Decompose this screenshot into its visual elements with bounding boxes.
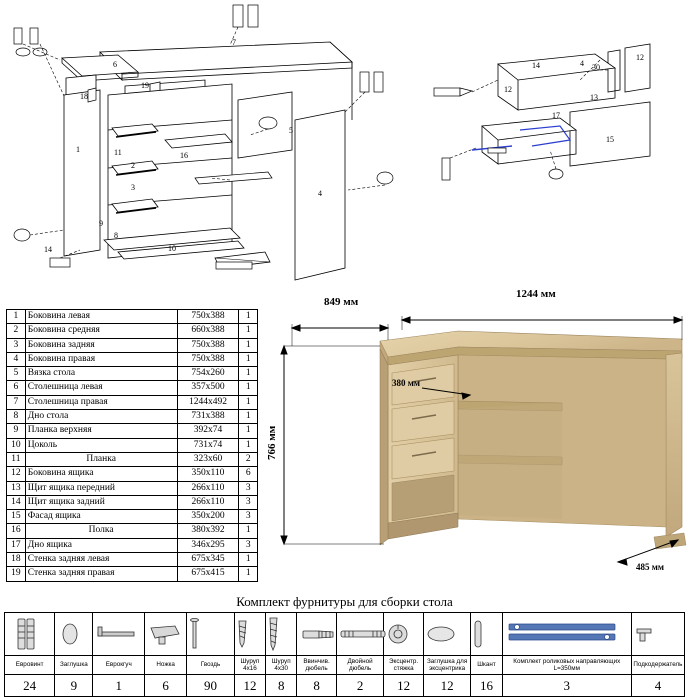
- fittings-title: Комплект фурнитуры для сборки стола: [236, 594, 453, 609]
- part-qty: 2: [239, 452, 258, 466]
- euro-screw-icon: [5, 613, 55, 656]
- table-row: [7, 381, 258, 395]
- fitting-count: 12: [384, 675, 423, 697]
- part-name: Щит ящика задний: [25, 495, 177, 509]
- part-qty: 1: [239, 438, 258, 452]
- fitting-label: Эксцентр. стяжка: [384, 656, 423, 675]
- exploded-cabinet-diagram: [0, 0, 430, 300]
- part-qty: 1: [239, 367, 258, 381]
- part-qty: 3: [239, 481, 258, 495]
- exploded-drawer-diagram: [420, 30, 689, 210]
- table-row: [7, 367, 258, 381]
- fitting-label: Заглушка для эксцентрика: [423, 656, 471, 675]
- svg-text:6: 6: [113, 60, 117, 69]
- fitting-count: 9: [55, 675, 93, 697]
- fitting-label: Ножка: [145, 656, 187, 675]
- part-dim: 675х345: [177, 553, 239, 567]
- part-qty: 1: [239, 567, 258, 581]
- part-qty: 1: [239, 524, 258, 538]
- part-number: 4: [7, 352, 26, 366]
- table-row: [7, 410, 258, 424]
- part-qty: 1: [239, 381, 258, 395]
- svg-text:12: 12: [636, 53, 644, 62]
- fitting-count: 8: [266, 675, 297, 697]
- part-number: 14: [7, 495, 26, 509]
- svg-text:1: 1: [76, 145, 80, 154]
- fittings-table: [4, 612, 685, 697]
- table-row: [7, 495, 258, 509]
- part-dim: 754х260: [177, 367, 239, 381]
- dim-side-label: 849 мм: [324, 296, 359, 308]
- svg-text:19: 19: [141, 81, 149, 90]
- fitting-count: 2: [336, 675, 384, 697]
- table-row: [7, 510, 258, 524]
- fitting-label: Шуруп 4х16: [234, 656, 265, 675]
- dim-width-label: 1244 мм: [516, 288, 556, 300]
- part-dim: 750х388: [177, 338, 239, 352]
- part-name: Вязка стола: [25, 367, 177, 381]
- part-dim: 392х74: [177, 424, 239, 438]
- part-number: 18: [7, 553, 26, 567]
- svg-text:30: 30: [592, 63, 600, 72]
- part-qty: 1: [239, 424, 258, 438]
- svg-text:9: 9: [99, 219, 103, 228]
- svg-text:8: 8: [114, 231, 118, 240]
- svg-text:14: 14: [532, 61, 540, 70]
- svg-text:7: 7: [232, 38, 236, 47]
- fitting-label: Гвоздь: [187, 656, 235, 675]
- table-row: [7, 524, 258, 538]
- part-number: 12: [7, 467, 26, 481]
- part-name: Боковина левая: [25, 310, 177, 324]
- part-dim: 380х392: [177, 524, 239, 538]
- fitting-count: 12: [423, 675, 471, 697]
- svg-text:14: 14: [44, 245, 52, 254]
- part-dim: 750х388: [177, 310, 239, 324]
- table-row: [7, 438, 258, 452]
- part-qty: 1: [239, 395, 258, 409]
- part-number: 15: [7, 510, 26, 524]
- part-dim: 660х388: [177, 324, 239, 338]
- part-name: Цоколь: [25, 438, 177, 452]
- svg-text:12: 12: [504, 85, 512, 94]
- part-number: 11: [7, 452, 26, 466]
- leg-icon: [145, 613, 187, 656]
- part-dim: 1244х492: [177, 395, 239, 409]
- desk-dimension-lines: [262, 300, 689, 590]
- part-name: Дно ящика: [25, 538, 177, 552]
- double-dowel-icon: [336, 613, 384, 656]
- fitting-count: 6: [145, 675, 187, 697]
- fitting-label: Еврокгуч: [93, 656, 145, 675]
- table-row: [7, 481, 258, 495]
- svg-text:18: 18: [80, 92, 88, 101]
- table-row: [7, 352, 258, 366]
- parts-table: [6, 309, 258, 582]
- fitting-label: Подкодержатель: [631, 656, 684, 675]
- cap-icon: [55, 613, 93, 656]
- shelf-holder-icon: [631, 613, 684, 656]
- table-row: [7, 467, 258, 481]
- fitting-count: 90: [187, 675, 235, 697]
- fitting-count: 1: [93, 675, 145, 697]
- fitting-label: Евровинт: [5, 656, 55, 675]
- part-name: Столешница правая: [25, 395, 177, 409]
- part-dim: 750х388: [177, 352, 239, 366]
- svg-text:17: 17: [552, 111, 560, 120]
- part-number: 10: [7, 438, 26, 452]
- part-dim: 266х110: [177, 495, 239, 509]
- table-row: [7, 324, 258, 338]
- part-dim: 350х110: [177, 467, 239, 481]
- fitting-count: 3: [502, 675, 631, 697]
- table-row: [7, 567, 258, 581]
- svg-text:15: 15: [606, 135, 614, 144]
- fitting-count: 4: [631, 675, 684, 697]
- dowel-icon: [471, 613, 502, 656]
- part-name: Боковина задняя: [25, 338, 177, 352]
- parts-table-body: [7, 310, 258, 582]
- part-number: 1: [7, 310, 26, 324]
- screw-in-dowel-icon: [297, 613, 336, 656]
- part-name: Стенка задняя правая: [25, 567, 177, 581]
- dim-height-label: 766 мм: [266, 425, 278, 460]
- svg-text:4: 4: [318, 189, 322, 198]
- table-row: [7, 452, 258, 466]
- part-name: Столешница левая: [25, 381, 177, 395]
- table-row: [7, 553, 258, 567]
- dim-depth-label: 485 мм: [636, 562, 665, 572]
- nail-icon: [187, 613, 235, 656]
- part-qty: 1: [239, 338, 258, 352]
- fitting-count: 24: [5, 675, 55, 697]
- part-number: 2: [7, 324, 26, 338]
- part-qty: 6: [239, 467, 258, 481]
- fitting-label: Ввинчив. дюбель: [297, 656, 336, 675]
- svg-text:10: 10: [168, 244, 176, 253]
- part-name: Полка: [25, 524, 177, 538]
- table-row: [7, 338, 258, 352]
- part-name: Щит ящика передний: [25, 481, 177, 495]
- part-number: 3: [7, 338, 26, 352]
- part-name: Боковина правая: [25, 352, 177, 366]
- svg-text:3: 3: [131, 183, 135, 192]
- screw-4x30-icon: [266, 613, 297, 656]
- part-name: Боковина ящика: [25, 467, 177, 481]
- part-qty: 1: [239, 324, 258, 338]
- part-dim: 346х295: [177, 538, 239, 552]
- part-dim: 266х110: [177, 481, 239, 495]
- part-number: 5: [7, 367, 26, 381]
- fitting-label: Шуруп 4х30: [266, 656, 297, 675]
- part-qty: 1: [239, 352, 258, 366]
- svg-text:5: 5: [289, 126, 293, 135]
- part-number: 9: [7, 424, 26, 438]
- fitting-label: Двойной дюбель: [336, 656, 384, 675]
- part-dim: 323х60: [177, 452, 239, 466]
- part-dim: 357х500: [177, 381, 239, 395]
- part-number: 7: [7, 395, 26, 409]
- fitting-label: Шкант: [471, 656, 502, 675]
- part-number: 8: [7, 410, 26, 424]
- part-dim: 731х388: [177, 410, 239, 424]
- eccentric-cap-icon: [423, 613, 471, 656]
- part-dim: 675х415: [177, 567, 239, 581]
- svg-text:4: 4: [580, 59, 584, 68]
- svg-text:16: 16: [180, 151, 188, 160]
- fitting-count: 12: [234, 675, 265, 697]
- part-qty: 1: [239, 310, 258, 324]
- part-name: Фасад ящика: [25, 510, 177, 524]
- dim-inner-label: 380 мм: [392, 378, 421, 388]
- table-row: [7, 310, 258, 324]
- eccentric-tie-icon: [384, 613, 423, 656]
- fitting-count: 16: [471, 675, 502, 697]
- part-qty: 3: [239, 510, 258, 524]
- fitting-label: Заглушка: [55, 656, 93, 675]
- part-qty: 3: [239, 538, 258, 552]
- table-row: [7, 424, 258, 438]
- part-dim: 731х74: [177, 438, 239, 452]
- part-number: 19: [7, 567, 26, 581]
- part-qty: 1: [239, 553, 258, 567]
- fitting-count: 8: [297, 675, 336, 697]
- table-row: [7, 538, 258, 552]
- table-row: [7, 395, 258, 409]
- fitting-label: Комплект роликовых направляющих L=350мм: [502, 656, 631, 675]
- part-name: Планка верхняя: [25, 424, 177, 438]
- part-number: 16: [7, 524, 26, 538]
- part-number: 6: [7, 381, 26, 395]
- part-name: Планка: [25, 452, 177, 466]
- euro-key-icon: [93, 613, 145, 656]
- svg-text:2: 2: [131, 161, 135, 170]
- part-qty: 3: [239, 495, 258, 509]
- part-name: Дно стола: [25, 410, 177, 424]
- part-dim: 350х200: [177, 510, 239, 524]
- part-qty: 1: [239, 410, 258, 424]
- part-number: 13: [7, 481, 26, 495]
- svg-text:11: 11: [114, 148, 122, 157]
- roller-guides-icon: [502, 613, 631, 656]
- part-name: Боковина средняя: [25, 324, 177, 338]
- svg-text:13: 13: [590, 93, 598, 102]
- part-number: 17: [7, 538, 26, 552]
- part-name: Стенка задняя левая: [25, 553, 177, 567]
- screw-4x16-icon: [234, 613, 265, 656]
